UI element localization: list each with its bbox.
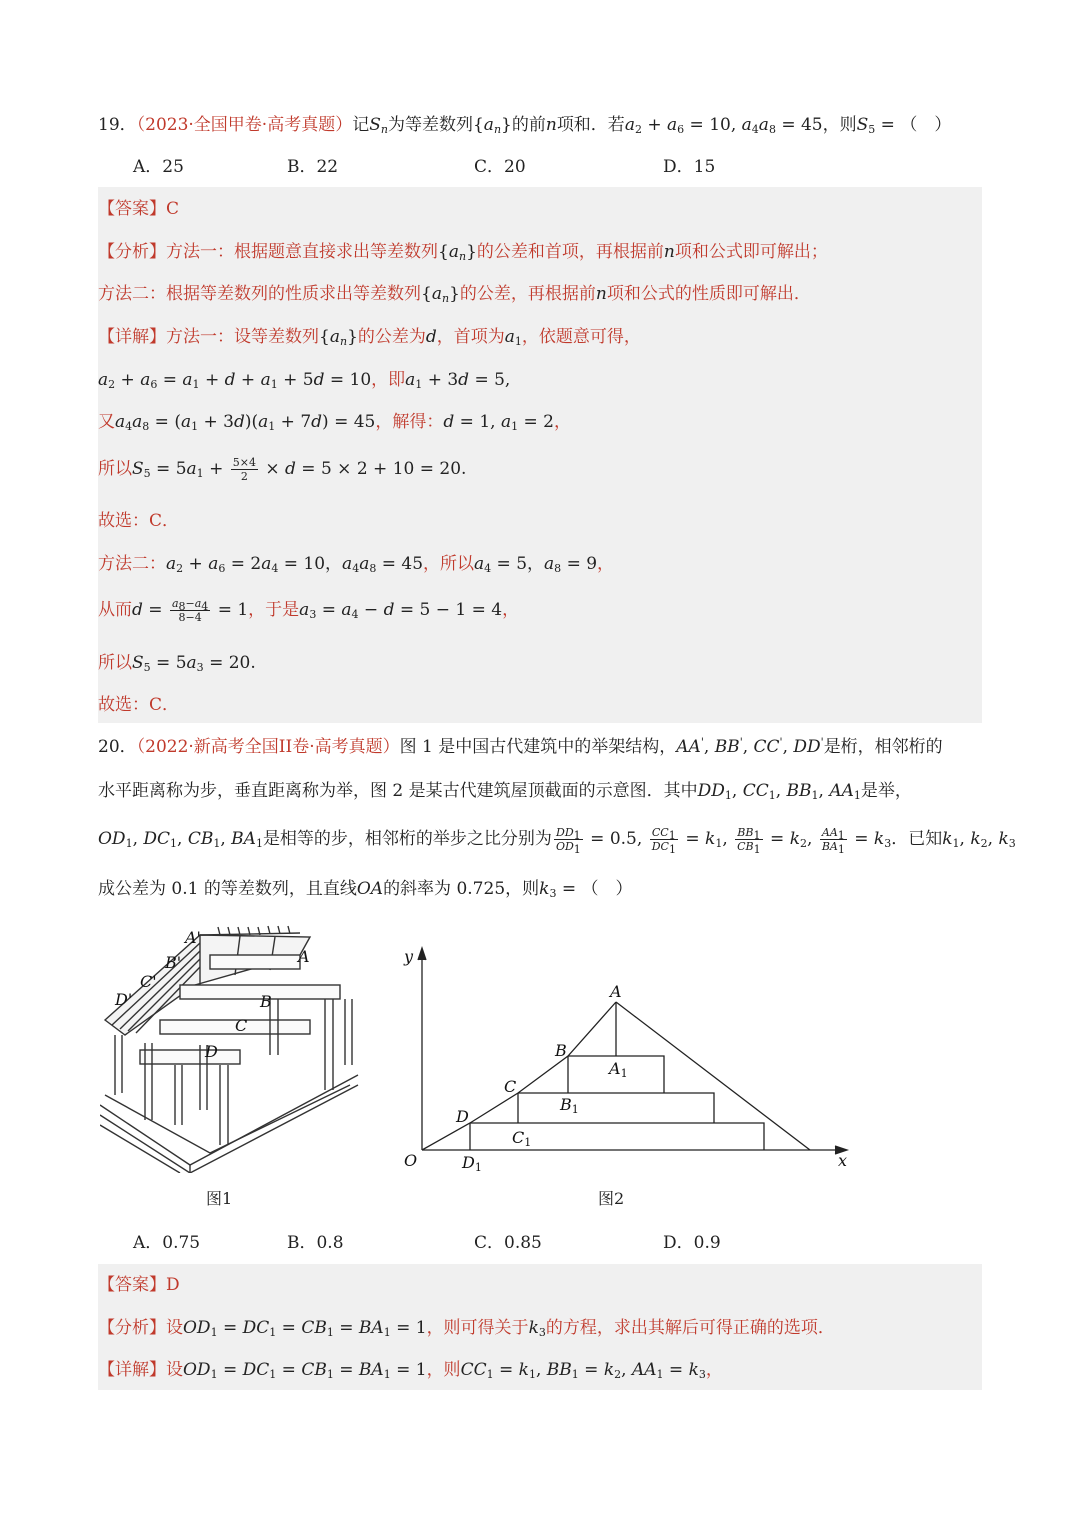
q19-pick-2: 故选：C． xyxy=(98,695,180,715)
q19-detail-2: $a_2 + a_6 = a_1 + d + a_1 + 5d = 10$，即$a_1 + 3d = 5$, xyxy=(98,370,511,391)
q19-option-a[interactable]: A．25 xyxy=(133,157,184,177)
q19-analysis-2: 方法二：根据等差数列的性质求出等差数列$\{a_n\}$的公差，再根据前n项和公式的性质即可解出． xyxy=(98,284,811,305)
q20-stem-3: $OD_1$, $DC_1$, $CB_1$, $BA_1$是相等的步，相邻桁的举步之比分别为 $\frac{DD_1}{OD_1}$ = 0.5, $\frac{CC_1}{DC_1}$ = $k_1$, $\frac{BB_1}{CB_1}$ = $k_2$, $\frac{AA_1}{BA_1}$ = $k_3$．已知$k_1$, $k_2$, $k_3$ xyxy=(98,826,1016,856)
figure-2-roof-section xyxy=(400,940,860,1180)
figure-1-roof-structure xyxy=(100,925,360,1173)
q19-solution-box xyxy=(98,187,982,723)
q20-option-a[interactable]: A．0.75 xyxy=(133,1233,201,1253)
fig2-label-d1: D1 xyxy=(462,1153,482,1174)
q19-option-c[interactable]: C．20 xyxy=(474,157,526,177)
q20-detail: 【详解】设$OD_1 = DC_1 = CB_1 = BA_1 = 1$，则$CC_1 = k_1$, $BB_1 = k_2$, $AA_1 = k_3$， xyxy=(98,1360,723,1381)
figure-1-caption: 图1 xyxy=(206,1189,233,1208)
fig1-label-a: A xyxy=(298,947,310,966)
q20-analysis: 【分析】设$OD_1 = DC_1 = CB_1 = BA_1 = 1$，则可得关于$k_3$的方程，求出其解后可得正确的选项． xyxy=(98,1318,835,1339)
q20-option-b[interactable]: B．0.8 xyxy=(287,1233,344,1253)
q20-stem-4: 成公差为 0.1 的等差数列，且直线OA的斜率为 0.725，则$k_3$ = （ ） xyxy=(98,879,633,900)
fig1-label-d: D xyxy=(205,1042,218,1061)
figure-2-caption: 图2 xyxy=(598,1189,625,1208)
fig2-label-y: y xyxy=(404,947,414,966)
q19-detail-4: 所以$S_5 = 5a_1$ + $\frac{5\times 4}{2}$ × d = 5 × 2 + 10 = 20. xyxy=(98,456,467,483)
q19-method2-3: 所以$S_5 = 5a_3 = 20$. xyxy=(98,653,256,674)
q19-detail-1: 【详解】方法一：设等差数列$\{a_n\}$的公差为d，首项为$a_1$，依题意可得， xyxy=(98,327,641,348)
q19-option-b[interactable]: B．22 xyxy=(287,157,339,177)
fig1-label-c: C xyxy=(235,1016,248,1035)
q20-option-c[interactable]: C．0.85 xyxy=(474,1233,542,1253)
q20-answer: 【答案】D xyxy=(98,1275,180,1295)
fig2-label-b: B xyxy=(555,1041,567,1060)
q19-source: （2023·全国甲卷·高考真题） xyxy=(136,115,353,135)
fig2-label-a: A xyxy=(610,982,622,1001)
q19-method2-1: 方法二：$a_2 + a_6 = 2a_4 = 10$，$a_4a_8 = 45$，所以$a_4 = 5$，$a_8 = 9$， xyxy=(98,554,615,575)
q19-answer: 【答案】C xyxy=(98,199,180,219)
q19-pick-1: 故选：C． xyxy=(98,511,180,531)
fig2-label-c: C xyxy=(504,1077,517,1096)
fig1-label-b: B xyxy=(260,992,272,1011)
q20-stem-1: 20．（2022·新高考全国II卷·高考真题）图 1 是中国古代建筑中的举架结构，AA', BB', CC', DD'是桁，相邻桁的 xyxy=(98,735,943,757)
q20-stem-2: 水平距离称为步，垂直距离称为举，图 2 是某古代建筑屋顶截面的示意图．其中$DD_1$, $CC_1$, $BB_1$, $AA_1$是举， xyxy=(98,781,912,802)
q19-analysis-1: 【分析】方法一：根据题意直接求出等差数列$\{a_n\}$的公差和首项，再根据前n项和公式即可解出； xyxy=(98,242,828,263)
fig2-label-c1: C1 xyxy=(512,1128,532,1149)
fig1-label-d-prime: D' xyxy=(115,990,133,1009)
fig1-label-b-prime: B' xyxy=(165,953,182,972)
fig1-label-c-prime: C' xyxy=(140,972,157,991)
q19-option-d[interactable]: D．15 xyxy=(663,157,716,177)
fig2-label-b1: B1 xyxy=(560,1095,579,1116)
fig2-label-x: x xyxy=(838,1151,848,1170)
q20-option-d[interactable]: D．0.9 xyxy=(663,1233,721,1253)
fig2-label-d: D xyxy=(456,1107,469,1126)
q19-method2-2: 从而d = $\frac{a_8-a_4}{8-4}$ = 1，于是$a_3 = a_4 - d = 5 - 1 = 4$， xyxy=(98,597,520,624)
q19-stem: 19．（2023·全国甲卷·高考真题）记$S_n$为等差数列$\{a_n\}$的前n项和．若$a_2 + a_6 = 10$, $a_4a_8 = 45$，则$S_5$ = （ ） xyxy=(98,115,952,136)
fig1-label-a-prime: A' xyxy=(185,928,201,947)
q19-detail-3: 又$a_4a_8 = (a_1 + 3d)(a_1 + 7d) = 45$，解得：d = 1, $a_1 = 2$， xyxy=(98,412,571,433)
fig2-label-o: O xyxy=(404,1151,418,1170)
fig2-label-a1: A1 xyxy=(609,1059,628,1080)
roof-right-slope xyxy=(616,1002,810,1150)
